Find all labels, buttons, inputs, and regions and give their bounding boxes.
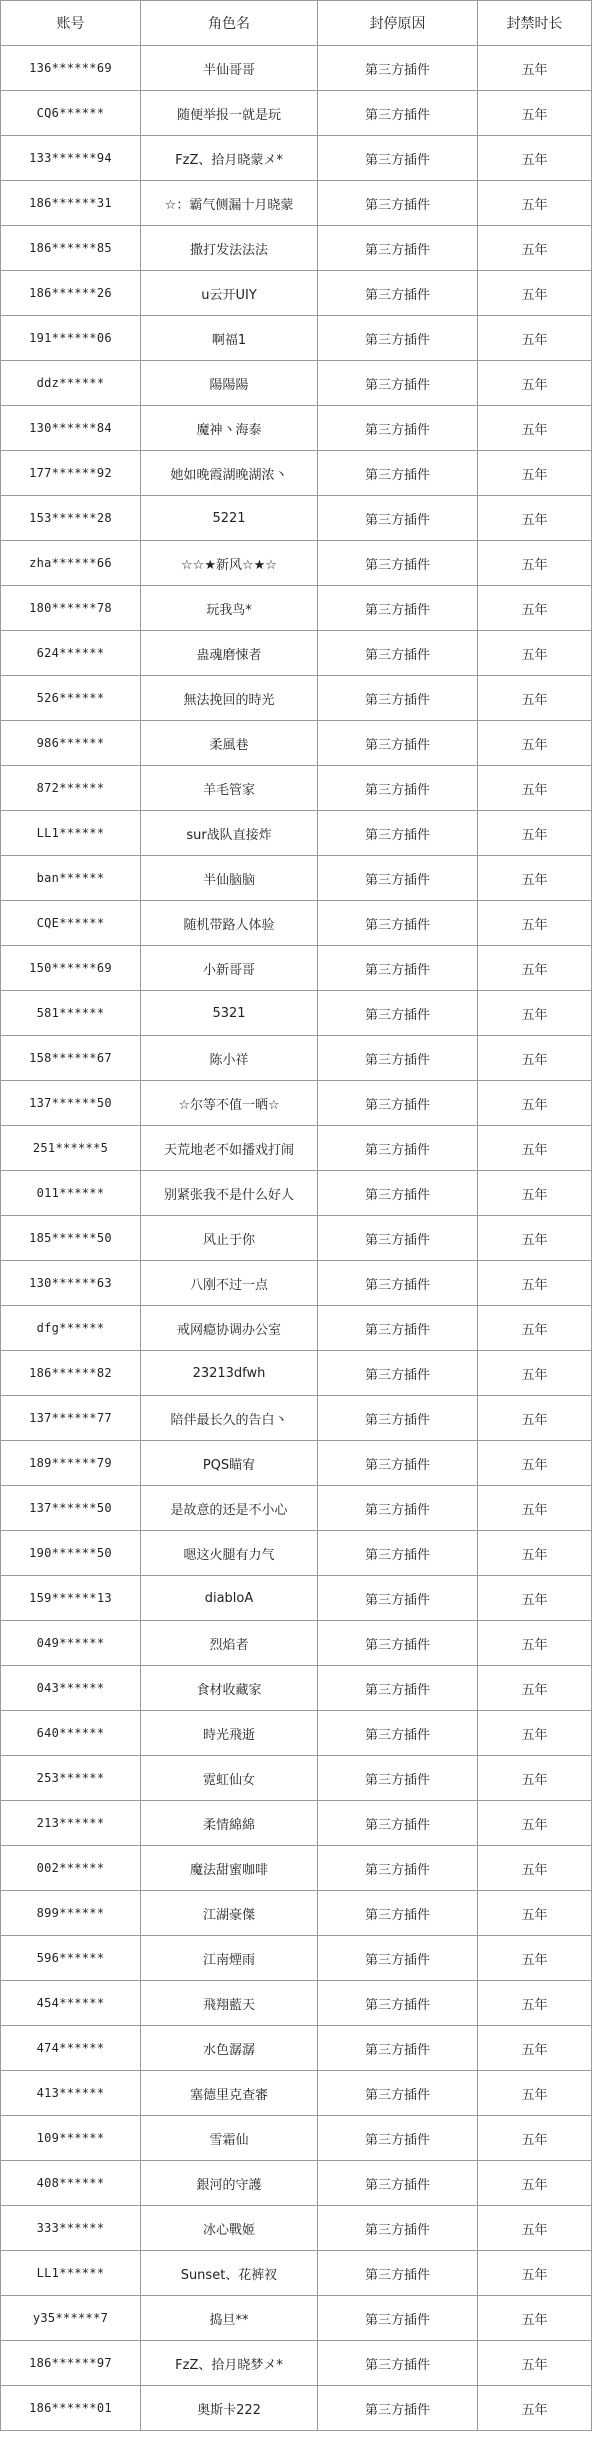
ban-duration-cell: 五年: [478, 406, 592, 451]
table-row: [1, 901, 592, 946]
table-row: [1, 676, 592, 721]
account-cell: 186******97: [1, 2341, 141, 2386]
ban-duration-cell: 五年: [478, 1531, 592, 1576]
character-name-cell: FzZ、拾月晓蒙メ*: [141, 136, 318, 181]
account-cell: 190******50: [1, 1531, 141, 1576]
account-cell: ban******: [1, 856, 141, 901]
account-cell: 137******50: [1, 1081, 141, 1126]
table-row: [1, 1171, 592, 1216]
table-row: [1, 1711, 592, 1756]
ban-duration-cell: 五年: [478, 271, 592, 316]
character-name-cell: 她如晚霞湖晚湖浓丶: [141, 451, 318, 496]
ban-duration-cell: 五年: [478, 136, 592, 181]
ban-duration-cell: 五年: [478, 1126, 592, 1171]
table-row: [1, 1036, 592, 1081]
ban-duration-cell: 五年: [478, 1936, 592, 1981]
table-row: [1, 406, 592, 451]
ban-duration-cell: 五年: [478, 1621, 592, 1666]
account-cell: 186******82: [1, 1351, 141, 1396]
ban-reason-cell: 第三方插件: [318, 181, 478, 226]
ban-duration-cell: 五年: [478, 1801, 592, 1846]
table-row: [1, 136, 592, 181]
ban-reason-cell: 第三方插件: [318, 1711, 478, 1756]
table-row: [1, 2071, 592, 2116]
ban-duration-cell: 五年: [478, 1306, 592, 1351]
account-cell: 133******94: [1, 136, 141, 181]
character-name-cell: 魔神丶海泰: [141, 406, 318, 451]
ban-reason-cell: 第三方插件: [318, 541, 478, 586]
character-name-cell: 撒打发法法法: [141, 226, 318, 271]
header-character-name: 角色名: [141, 1, 318, 46]
table-row: [1, 1081, 592, 1126]
ban-reason-cell: 第三方插件: [318, 1306, 478, 1351]
ban-reason-cell: 第三方插件: [318, 451, 478, 496]
ban-reason-cell: 第三方插件: [318, 2341, 478, 2386]
table-row: [1, 721, 592, 766]
ban-reason-cell: 第三方插件: [318, 1036, 478, 1081]
account-cell: 011******: [1, 1171, 141, 1216]
character-name-cell: FzZ、拾月晓梦メ*: [141, 2341, 318, 2386]
table-row: [1, 1621, 592, 1666]
account-cell: 624******: [1, 631, 141, 676]
account-cell: 640******: [1, 1711, 141, 1756]
table-row: [1, 541, 592, 586]
ban-duration-cell: 五年: [478, 1261, 592, 1306]
ban-duration-cell: 五年: [478, 946, 592, 991]
character-name-cell: 随便举报一就是玩: [141, 91, 318, 136]
character-name-cell: 陽陽陽: [141, 361, 318, 406]
ban-reason-cell: 第三方插件: [318, 721, 478, 766]
ban-reason-cell: 第三方插件: [318, 1531, 478, 1576]
account-cell: y35******7: [1, 2296, 141, 2341]
character-name-cell: 柔風巷: [141, 721, 318, 766]
character-name-cell: Sunset、花裤衩: [141, 2251, 318, 2296]
ban-reason-cell: 第三方插件: [318, 361, 478, 406]
ban-reason-cell: 第三方插件: [318, 2116, 478, 2161]
account-cell: 186******26: [1, 271, 141, 316]
character-name-cell: sur战队直接炸: [141, 811, 318, 856]
account-cell: ddz******: [1, 361, 141, 406]
table-row: [1, 1756, 592, 1801]
account-cell: 986******: [1, 721, 141, 766]
account-cell: 049******: [1, 1621, 141, 1666]
account-cell: 137******50: [1, 1486, 141, 1531]
ban-reason-cell: 第三方插件: [318, 136, 478, 181]
ban-reason-cell: 第三方插件: [318, 1576, 478, 1621]
ban-reason-cell: 第三方插件: [318, 1891, 478, 1936]
ban-reason-cell: 第三方插件: [318, 586, 478, 631]
ban-reason-cell: 第三方插件: [318, 1441, 478, 1486]
character-name-cell: 八刚不过一点: [141, 1261, 318, 1306]
ban-reason-cell: 第三方插件: [318, 271, 478, 316]
ban-duration-cell: 五年: [478, 631, 592, 676]
table-row: [1, 181, 592, 226]
account-cell: 454******: [1, 1981, 141, 2026]
ban-reason-cell: 第三方插件: [318, 226, 478, 271]
account-cell: LL1******: [1, 2251, 141, 2296]
ban-duration-cell: 五年: [478, 2161, 592, 2206]
ban-duration-cell: 五年: [478, 2071, 592, 2116]
account-cell: 159******13: [1, 1576, 141, 1621]
ban-duration-cell: 五年: [478, 1171, 592, 1216]
ban-duration-cell: 五年: [478, 2206, 592, 2251]
ban-reason-cell: 第三方插件: [318, 1801, 478, 1846]
header-row: [1, 1, 592, 46]
table-row: [1, 1306, 592, 1351]
character-name-cell: 江南煙雨: [141, 1936, 318, 1981]
ban-duration-cell: 五年: [478, 541, 592, 586]
account-cell: zha******66: [1, 541, 141, 586]
character-name-cell: 陈小祥: [141, 1036, 318, 1081]
table-row: [1, 451, 592, 496]
ban-reason-cell: 第三方插件: [318, 856, 478, 901]
ban-duration-cell: 五年: [478, 361, 592, 406]
table-row: [1, 2206, 592, 2251]
ban-duration-cell: 五年: [478, 811, 592, 856]
table-row: [1, 2026, 592, 2071]
table-row: [1, 946, 592, 991]
character-name-cell: 23213dfwh: [141, 1351, 318, 1396]
ban-reason-cell: 第三方插件: [318, 1666, 478, 1711]
ban-reason-cell: 第三方插件: [318, 1351, 478, 1396]
ban-duration-cell: 五年: [478, 1711, 592, 1756]
ban-duration-cell: 五年: [478, 1981, 592, 2026]
ban-duration-cell: 五年: [478, 46, 592, 91]
character-name-cell: 雪霜仙: [141, 2116, 318, 2161]
table-header: [1, 1, 592, 46]
account-cell: CQE******: [1, 901, 141, 946]
account-cell: 581******: [1, 991, 141, 1036]
character-name-cell: 羊毛管家: [141, 766, 318, 811]
ban-reason-cell: 第三方插件: [318, 1396, 478, 1441]
table-row: [1, 226, 592, 271]
character-name-cell: 啊福1: [141, 316, 318, 361]
character-name-cell: 5321: [141, 991, 318, 1036]
ban-duration-cell: 五年: [478, 181, 592, 226]
ban-reason-cell: 第三方插件: [318, 811, 478, 856]
character-name-cell: 随机带路人体验: [141, 901, 318, 946]
account-cell: 189******79: [1, 1441, 141, 1486]
table-row: [1, 91, 592, 136]
character-name-cell: 烈焰者: [141, 1621, 318, 1666]
ban-duration-cell: 五年: [478, 1891, 592, 1936]
ban-duration-cell: 五年: [478, 1666, 592, 1711]
ban-duration-cell: 五年: [478, 2386, 592, 2431]
account-cell: 213******: [1, 1801, 141, 1846]
character-name-cell: 柔情綿綿: [141, 1801, 318, 1846]
table-row: [1, 1666, 592, 1711]
account-cell: 408******: [1, 2161, 141, 2206]
character-name-cell: 飛翔藍天: [141, 1981, 318, 2026]
ban-duration-cell: 五年: [478, 721, 592, 766]
account-cell: 150******69: [1, 946, 141, 991]
character-name-cell: 半仙脑脑: [141, 856, 318, 901]
account-cell: 136******69: [1, 46, 141, 91]
ban-reason-cell: 第三方插件: [318, 2071, 478, 2116]
character-name-cell: 捣旦**: [141, 2296, 318, 2341]
character-name-cell: 水色潺潺: [141, 2026, 318, 2071]
ban-reason-cell: 第三方插件: [318, 1981, 478, 2026]
account-cell: dfg******: [1, 1306, 141, 1351]
table-row: [1, 1846, 592, 1891]
ban-duration-cell: 五年: [478, 1441, 592, 1486]
ban-duration-cell: 五年: [478, 1216, 592, 1261]
character-name-cell: ☆：霸气侧漏十月晓蒙: [141, 181, 318, 226]
ban-reason-cell: 第三方插件: [318, 1216, 478, 1261]
ban-reason-cell: 第三方插件: [318, 91, 478, 136]
ban-reason-cell: 第三方插件: [318, 1756, 478, 1801]
account-cell: 474******: [1, 2026, 141, 2071]
ban-duration-cell: 五年: [478, 991, 592, 1036]
ban-reason-cell: 第三方插件: [318, 2026, 478, 2071]
ban-duration-cell: 五年: [478, 586, 592, 631]
ban-reason-cell: 第三方插件: [318, 1486, 478, 1531]
account-cell: 043******: [1, 1666, 141, 1711]
table-row: [1, 1936, 592, 1981]
ban-reason-cell: 第三方插件: [318, 766, 478, 811]
account-cell: 333******: [1, 2206, 141, 2251]
account-cell: 137******77: [1, 1396, 141, 1441]
account-cell: 130******63: [1, 1261, 141, 1306]
table-row: [1, 1441, 592, 1486]
ban-duration-cell: 五年: [478, 496, 592, 541]
ban-reason-cell: 第三方插件: [318, 1126, 478, 1171]
account-cell: 413******: [1, 2071, 141, 2116]
account-cell: 158******67: [1, 1036, 141, 1081]
character-name-cell: 魔法甜蜜咖啡: [141, 1846, 318, 1891]
character-name-cell: 半仙哥哥: [141, 46, 318, 91]
table-row: [1, 2251, 592, 2296]
ban-reason-cell: 第三方插件: [318, 991, 478, 1036]
account-cell: 253******: [1, 1756, 141, 1801]
account-cell: LL1******: [1, 811, 141, 856]
table-row: [1, 316, 592, 361]
ban-duration-cell: 五年: [478, 451, 592, 496]
character-name-cell: 戒网瘾协调办公室: [141, 1306, 318, 1351]
account-cell: CQ6******: [1, 91, 141, 136]
character-name-cell: 陪伴最长久的告白丶: [141, 1396, 318, 1441]
character-name-cell: 嗯这火腿有力气: [141, 1531, 318, 1576]
ban-reason-cell: 第三方插件: [318, 1261, 478, 1306]
table-row: [1, 1981, 592, 2026]
ban-reason-cell: 第三方插件: [318, 1846, 478, 1891]
ban-duration-cell: 五年: [478, 676, 592, 721]
ban-duration-cell: 五年: [478, 1576, 592, 1621]
character-name-cell: ☆尔等不值一晒☆: [141, 1081, 318, 1126]
account-cell: 872******: [1, 766, 141, 811]
ban-duration-cell: 五年: [478, 1351, 592, 1396]
account-cell: 191******06: [1, 316, 141, 361]
account-cell: 186******01: [1, 2386, 141, 2431]
character-name-cell: 奥斯卡222: [141, 2386, 318, 2431]
header-ban-reason: 封停原因: [318, 1, 478, 46]
character-name-cell: 风止于你: [141, 1216, 318, 1261]
table-row: [1, 1531, 592, 1576]
character-name-cell: 玩我鸟*: [141, 586, 318, 631]
ban-duration-cell: 五年: [478, 856, 592, 901]
account-cell: 185******50: [1, 1216, 141, 1261]
ban-duration-cell: 五年: [478, 1486, 592, 1531]
account-cell: 251******5: [1, 1126, 141, 1171]
ban-duration-cell: 五年: [478, 2026, 592, 2071]
account-cell: 153******28: [1, 496, 141, 541]
character-name-cell: 5221: [141, 496, 318, 541]
header-ban-duration: 封禁时长: [478, 1, 592, 46]
character-name-cell: 塞德里克查審: [141, 2071, 318, 2116]
ban-reason-cell: 第三方插件: [318, 316, 478, 361]
character-name-cell: 是故意的还是不小心: [141, 1486, 318, 1531]
table-row: [1, 1576, 592, 1621]
ban-duration-cell: 五年: [478, 766, 592, 811]
ban-duration-cell: 五年: [478, 1036, 592, 1081]
account-cell: 526******: [1, 676, 141, 721]
table-row: [1, 1351, 592, 1396]
ban-duration-cell: 五年: [478, 1846, 592, 1891]
table-row: [1, 1396, 592, 1441]
account-cell: 109******: [1, 2116, 141, 2161]
table-row: [1, 1261, 592, 1306]
account-cell: 186******85: [1, 226, 141, 271]
character-name-cell: 天荒地老不如播戏打闹: [141, 1126, 318, 1171]
ban-reason-cell: 第三方插件: [318, 496, 478, 541]
ban-duration-cell: 五年: [478, 2251, 592, 2296]
table-row: [1, 46, 592, 91]
character-name-cell: 小新哥哥: [141, 946, 318, 991]
character-name-cell: 銀河的守護: [141, 2161, 318, 2206]
account-cell: 899******: [1, 1891, 141, 1936]
ban-duration-cell: 五年: [478, 91, 592, 136]
table-body: [1, 46, 592, 2431]
table-row: [1, 361, 592, 406]
ban-duration-cell: 五年: [478, 316, 592, 361]
ban-reason-cell: 第三方插件: [318, 631, 478, 676]
table-row: [1, 1216, 592, 1261]
ban-reason-cell: 第三方插件: [318, 676, 478, 721]
account-cell: 596******: [1, 1936, 141, 1981]
ban-reason-cell: 第三方插件: [318, 406, 478, 451]
table-row: [1, 766, 592, 811]
ban-duration-cell: 五年: [478, 226, 592, 271]
character-name-cell: ☆☆★新风☆★☆: [141, 541, 318, 586]
table-row: [1, 1126, 592, 1171]
character-name-cell: 時光飛逝: [141, 1711, 318, 1756]
character-name-cell: PQS瞄宥: [141, 1441, 318, 1486]
ban-duration-cell: 五年: [478, 1756, 592, 1801]
table-row: [1, 1486, 592, 1531]
account-cell: 180******78: [1, 586, 141, 631]
character-name-cell: 霓虹仙女: [141, 1756, 318, 1801]
character-name-cell: u云开UIY: [141, 271, 318, 316]
ban-duration-cell: 五年: [478, 1081, 592, 1126]
table-row: [1, 1801, 592, 1846]
table-row: [1, 2341, 592, 2386]
account-cell: 177******92: [1, 451, 141, 496]
table-row: [1, 2296, 592, 2341]
table-row: [1, 1891, 592, 1936]
character-name-cell: diabloA: [141, 1576, 318, 1621]
character-name-cell: 冰心戰姬: [141, 2206, 318, 2251]
ban-reason-cell: 第三方插件: [318, 1621, 478, 1666]
ban-reason-cell: 第三方插件: [318, 1171, 478, 1216]
table-row: [1, 586, 592, 631]
ban-reason-cell: 第三方插件: [318, 2386, 478, 2431]
ban-reason-cell: 第三方插件: [318, 2296, 478, 2341]
table-row: [1, 271, 592, 316]
character-name-cell: 無法挽回的時光: [141, 676, 318, 721]
table-row: [1, 496, 592, 541]
ban-duration-cell: 五年: [478, 1396, 592, 1441]
ban-reason-cell: 第三方插件: [318, 1081, 478, 1126]
ban-reason-cell: 第三方插件: [318, 1936, 478, 1981]
ban-reason-cell: 第三方插件: [318, 946, 478, 991]
ban-duration-cell: 五年: [478, 2116, 592, 2161]
ban-reason-cell: 第三方插件: [318, 901, 478, 946]
table-row: [1, 856, 592, 901]
table-row: [1, 811, 592, 856]
table-row: [1, 991, 592, 1036]
ban-reason-cell: 第三方插件: [318, 2206, 478, 2251]
account-cell: 186******31: [1, 181, 141, 226]
ban-duration-cell: 五年: [478, 2296, 592, 2341]
account-cell: 002******: [1, 1846, 141, 1891]
character-name-cell: 江湖豪傑: [141, 1891, 318, 1936]
header-account: 账号: [1, 1, 141, 46]
account-cell: 130******84: [1, 406, 141, 451]
ban-duration-cell: 五年: [478, 901, 592, 946]
ban-reason-cell: 第三方插件: [318, 46, 478, 91]
character-name-cell: 食材收藏家: [141, 1666, 318, 1711]
table-row: [1, 2161, 592, 2206]
character-name-cell: 别紧张我不是什么好人: [141, 1171, 318, 1216]
ban-reason-cell: 第三方插件: [318, 2251, 478, 2296]
character-name-cell: 蛊魂磨悚者: [141, 631, 318, 676]
ban-reason-cell: 第三方插件: [318, 2161, 478, 2206]
table-row: [1, 2116, 592, 2161]
table-row: [1, 2386, 592, 2431]
table-row: [1, 631, 592, 676]
ban-duration-cell: 五年: [478, 2341, 592, 2386]
